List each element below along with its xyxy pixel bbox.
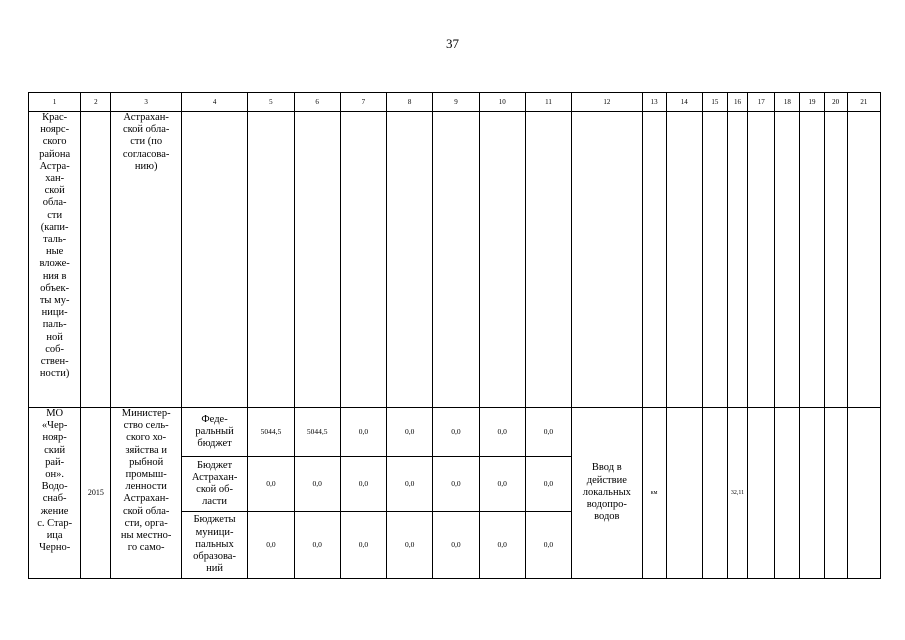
table-row [29,112,881,408]
empty-cell [702,112,727,408]
col-number: 17 [748,93,775,112]
column-number-row [29,93,881,112]
empty-cell [248,112,294,408]
funding-source-cell: Бюджет Астрахан- ской об- ласти [181,457,247,512]
indicator-cell: Ввод в действие локальных водопро- водов [572,408,642,579]
year-cell: 2015 [81,408,111,579]
col-number: 4 [181,93,247,112]
amount-cell: 0,0 [479,512,525,579]
col-number: 10 [479,93,525,112]
page-number: 37 [446,36,459,51]
col-number: 21 [847,93,880,112]
col-number: 13 [642,93,666,112]
empty-cell [479,112,525,408]
empty-cell [775,112,800,408]
empty-cell [847,112,880,408]
col-number: 18 [775,93,800,112]
empty-cell [728,112,748,408]
amount-cell: 0,0 [387,457,433,512]
amount-cell: 0,0 [479,408,525,457]
empty-cell [666,408,702,579]
col-number: 1 [29,93,81,112]
empty-cell [81,112,111,408]
empty-cell [775,408,800,579]
amount-cell: 0,0 [433,457,479,512]
empty-cell [294,112,340,408]
col-number: 14 [666,93,702,112]
col-number: 9 [433,93,479,112]
object-name-cell: Крас- ноярс- ского района Астра- хан- ской обла- сти (капи- таль- ные вложе- ния в объек- ты му- ници- паль- ной соб- ствен- ности) [29,112,81,408]
empty-cell [642,112,666,408]
empty-cell [525,112,571,408]
amount-cell: 0,0 [248,457,294,512]
col-number: 5 [248,93,294,112]
empty-cell [181,112,247,408]
col-number: 6 [294,93,340,112]
amount-cell: 0,0 [387,408,433,457]
empty-cell [748,112,775,408]
amount-cell: 0,0 [248,512,294,579]
funding-source-cell: Феде- ральный бюджет [181,408,247,457]
amount-cell: 0,0 [525,512,571,579]
amount-cell: 0,0 [340,457,386,512]
empty-cell [748,408,775,579]
col-number: 12 [572,93,642,112]
empty-cell [847,408,880,579]
col-number: 8 [387,93,433,112]
col-number: 3 [111,93,181,112]
executor-cell: Министер- ство сель- ского хо- зяйства и рыбной промыш- ленности Астрахан- ской обла- сти, орга- ны местно- го само- [111,408,181,579]
amount-cell: 0,0 [340,512,386,579]
col-number: 15 [702,93,727,112]
indicator-value-cell: 32,11 [728,408,748,579]
empty-cell [340,112,386,408]
empty-cell [824,408,847,579]
amount-cell: 0,0 [525,408,571,457]
empty-cell [702,408,727,579]
col-number: 7 [340,93,386,112]
col-number: 16 [728,93,748,112]
amount-cell: 0,0 [525,457,571,512]
col-number: 20 [824,93,847,112]
col-number: 11 [525,93,571,112]
amount-cell: 0,0 [479,457,525,512]
object-name-cell: МО «Чер- нояр- ский рай- он». Водо- снаб- жение с. Стар- ица Черно- [29,408,81,579]
amount-cell: 0,0 [387,512,433,579]
amount-cell: 0,0 [340,408,386,457]
col-number: 19 [800,93,824,112]
unit-cell: км [642,408,666,579]
empty-cell [572,112,642,408]
amount-cell: 5044,5 [248,408,294,457]
amount-cell: 0,0 [294,457,340,512]
col-number: 2 [81,93,111,112]
amount-cell: 0,0 [433,408,479,457]
empty-cell [800,112,824,408]
empty-cell [666,112,702,408]
executor-cell: Астрахан- ской обла- сти (по согласова- нию) [111,112,181,408]
empty-cell [387,112,433,408]
empty-cell [433,112,479,408]
program-table [28,92,881,579]
empty-cell [800,408,824,579]
table-row [29,408,881,457]
empty-cell [824,112,847,408]
amount-cell: 0,0 [294,512,340,579]
amount-cell: 5044,5 [294,408,340,457]
amount-cell: 0,0 [433,512,479,579]
funding-source-cell: Бюджеты муници- пальных образова- ний [181,512,247,579]
